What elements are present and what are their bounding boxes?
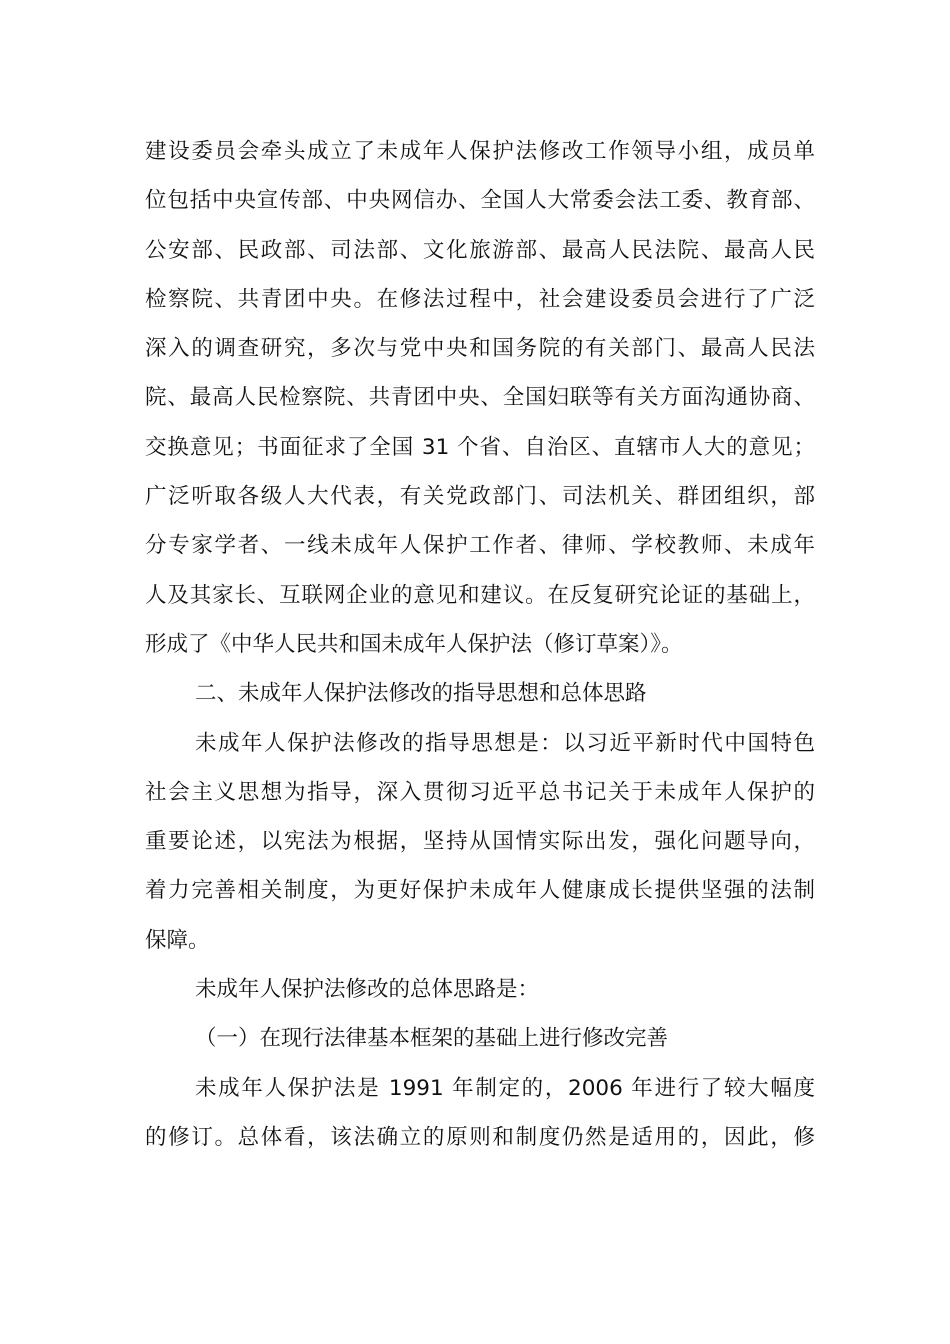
text-line: 人及其家长、互联网企业的意见和建议。在反复研究论证的基础上， bbox=[145, 582, 815, 608]
text-line: 交换意见；书面征求了全国 31 个省、自治区、直辖市人大的意见； bbox=[145, 434, 815, 460]
text-line: 未成年人保护法修改的总体思路是： bbox=[195, 977, 540, 1003]
text-line: 重要论述，以宪法为根据，坚持从国情实际出发，强化问题导向， bbox=[145, 829, 815, 855]
body-text bbox=[145, 127, 815, 1162]
text-line: 公安部、民政部、司法部、文化旅游部、最高人民法院、最高人民 bbox=[145, 237, 815, 263]
text-line: 深入的调查研究，多次与党中央和国务院的有关部门、最高人民法 bbox=[145, 336, 815, 362]
text-line: 的修订。总体看，该法确立的原则和制度仍然是适用的，因此，修 bbox=[145, 1124, 815, 1150]
text-line: 未成年人保护法修改的指导思想是：以习近平新时代中国特色 bbox=[195, 730, 815, 756]
subsection-heading: （一）在现行法律基本框架的基础上进行修改完善 bbox=[195, 1026, 669, 1052]
text-line: 分专家学者、一线未成年人保护工作者、律师、学校教师、未成年 bbox=[145, 533, 815, 559]
text-line: 检察院、共青团中央。在修法过程中，社会建设委员会进行了广泛 bbox=[145, 286, 815, 312]
section-heading: 二、未成年人保护法修改的指导思想和总体思路 bbox=[195, 681, 647, 707]
text-line: 社会主义思想为指导，深入贯彻习近平总书记关于未成年人保护的 bbox=[145, 779, 815, 805]
text-line: 位包括中央宣传部、中央网信办、全国人大常委会法工委、教育部、 bbox=[145, 188, 815, 214]
text-line: 广泛听取各级人大代表，有关党政部门、司法机关、群团组织，部 bbox=[145, 484, 815, 510]
text-line: 建设委员会牵头成立了未成年人保护法修改工作领导小组，成员单 bbox=[145, 139, 815, 164]
text-line: 形成了《中华人民共和国未成年人保护法（修订草案）》。 bbox=[145, 631, 683, 657]
text-line: 着力完善相关制度，为更好保护未成年人健康成长提供坚强的法制 bbox=[145, 878, 815, 904]
text-line: 未成年人保护法是 1991 年制定的，2006 年进行了较大幅度 bbox=[195, 1075, 815, 1101]
text-line: 院、最高人民检察院、共青团中央、全国妇联等有关方面沟通协商、 bbox=[145, 385, 815, 411]
text-line: 保障。 bbox=[145, 927, 210, 953]
